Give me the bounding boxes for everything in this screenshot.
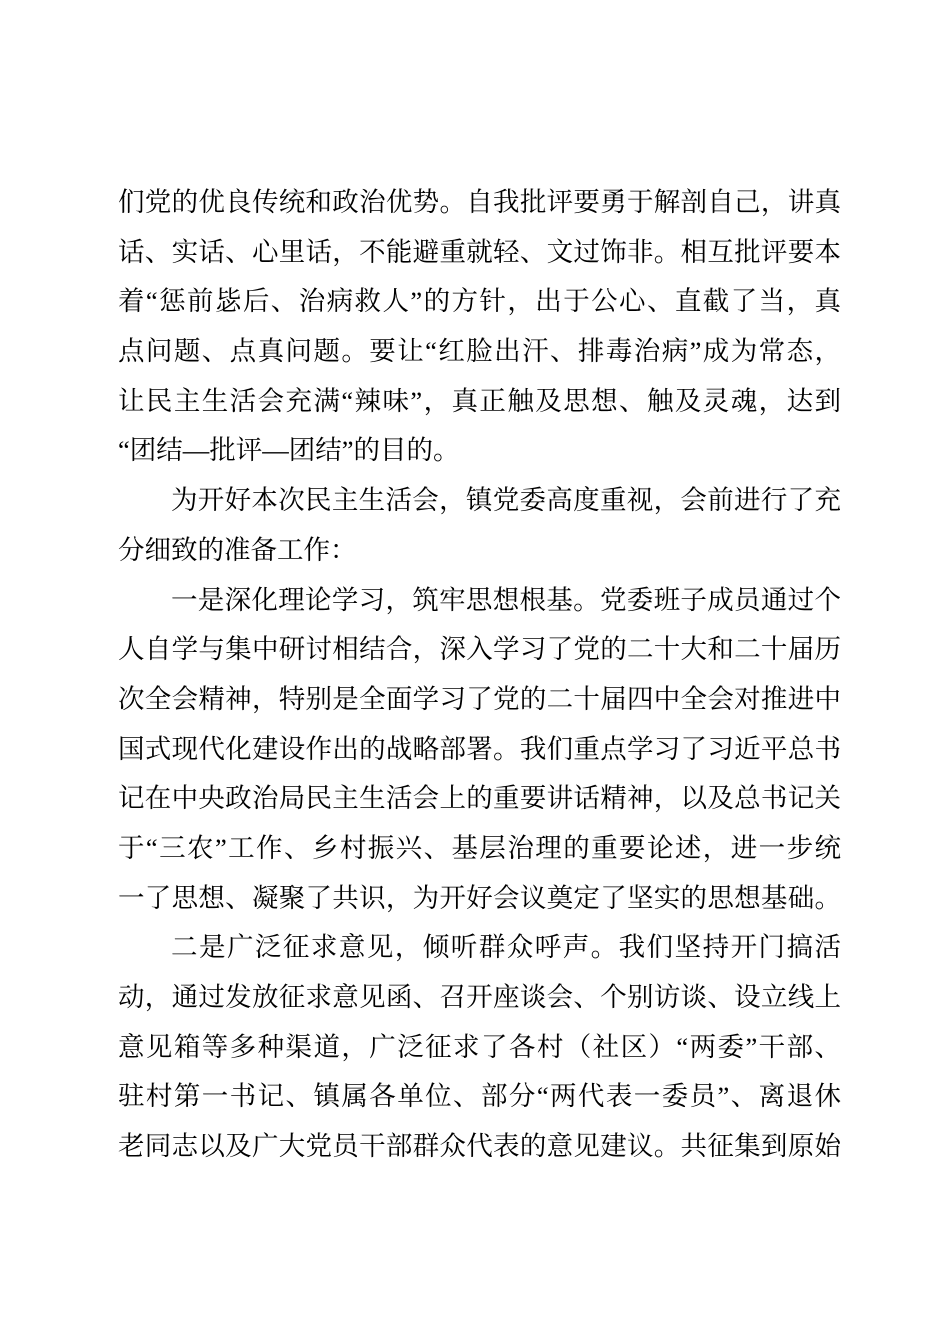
text-line: 一了思想、凝聚了共识，为开好会议奠定了坚实的思想基础。	[118, 882, 841, 913]
text-line: 二是广泛征求意见，倾听群众呼声。我们坚持开门搞活	[171, 932, 841, 963]
text-line: 老同志以及广大党员干部群众代表的意见建议。共征集到原始	[118, 1131, 841, 1162]
paragraph	[118, 476, 841, 575]
text-line: 点问题、点真问题。要让“红脸出汗、排毒治病”成为常态，	[118, 336, 841, 367]
text-line: 驻村第一书记、镇属各单位、部分“两代表一委员”、离退休	[118, 1081, 841, 1112]
text-line: 意见箱等多种渠道，广泛征求了各村（社区）“两委”干部、	[118, 1031, 841, 1062]
text-line: 分细致的准备工作：	[118, 534, 357, 565]
text-line: 着“惩前毖后、治病救人”的方针，出于公心、直截了当，真	[118, 286, 841, 317]
document-text	[118, 178, 841, 1172]
text-line: 国式现代化建设作出的战略部署。我们重点学习了习近平总书	[118, 733, 841, 764]
text-line: “团结—批评—团结”的目的。	[118, 435, 460, 466]
text-line: 一是深化理论学习，筑牢思想根基。党委班子成员通过个	[171, 584, 841, 615]
paragraph	[118, 576, 841, 924]
paragraph	[118, 178, 841, 476]
text-line: 记在中央政治局民主生活会上的重要讲话精神，以及总书记关	[118, 783, 841, 814]
text-line: 话、实话、心里话，不能避重就轻、文过饰非。相互批评要本	[118, 236, 841, 267]
text-line: 动，通过发放征求意见函、召开座谈会、个别访谈、设立线上	[118, 982, 841, 1012]
text-line: 让民主生活会充满“辣味”，真正触及思想、触及灵魂，达到	[118, 385, 841, 416]
text-line: 为开好本次民主生活会，镇党委高度重视，会前进行了充	[171, 485, 841, 516]
text-line: 次全会精神，特别是全面学习了党的二十届四中全会对推进中	[118, 683, 841, 714]
text-line: 们党的优良传统和政治优势。自我批评要勇于解剖自己，讲真	[118, 187, 841, 217]
paragraph	[118, 923, 841, 1171]
text-line: 人自学与集中研讨相结合，深入学习了党的二十大和二十届历	[118, 634, 841, 665]
text-line: 于“三农”工作、乡村振兴、基层治理的重要论述，进一步统	[118, 832, 841, 863]
